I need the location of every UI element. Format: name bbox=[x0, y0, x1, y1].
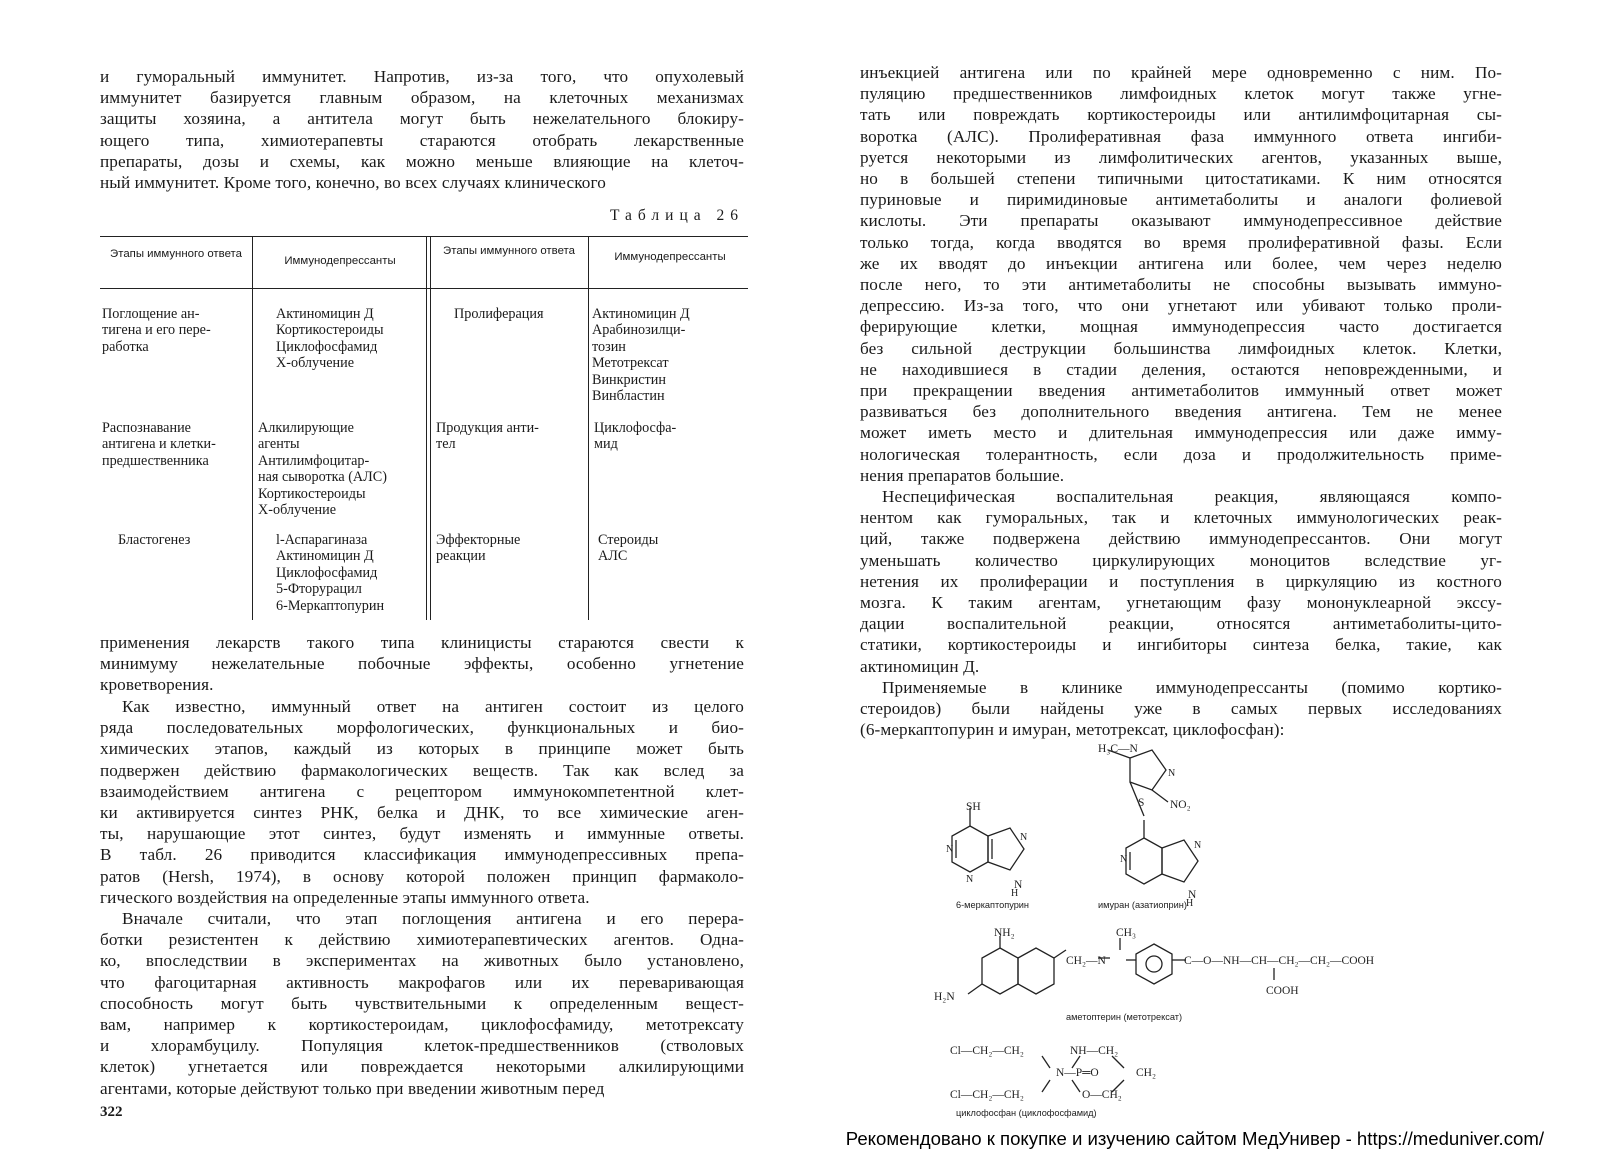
text-line: способность могут быть чувствительными к определенным вещест- bbox=[100, 993, 744, 1013]
table-cell-drugs bbox=[276, 532, 384, 614]
cell-line: агенты bbox=[258, 436, 300, 453]
table-cell-drugs bbox=[592, 306, 690, 404]
cell-line: Продукция анти- bbox=[436, 420, 539, 436]
cell-line: Циклофосфамид bbox=[276, 564, 378, 581]
cell-line: тигена и его пере- bbox=[102, 322, 211, 339]
text-line: химических этапов, каждый из которых в принципе может быть bbox=[100, 739, 744, 759]
svg-text:N: N bbox=[1120, 854, 1128, 865]
text-line: ки активируется синтез РНК, белка и ДНК, то все химические аген- bbox=[100, 803, 744, 823]
text-line: инъекцией антигена или по крайней мере одновременно с ним. По- bbox=[860, 63, 1502, 82]
footer-recommendation: Рекомендовано к покупке и изучению сайтом МедУнивер - https://meduniver.com/ bbox=[845, 1128, 1544, 1149]
left-para-3 bbox=[100, 696, 744, 908]
text-line: нентом как гуморальных, так и клеточных иммунологических реак- bbox=[860, 508, 1502, 528]
text-line: применения лекарств такого типа клиницисты стараются свести к bbox=[100, 633, 744, 652]
cell-line: предшественника bbox=[102, 452, 209, 469]
right-para-1 bbox=[860, 62, 1502, 486]
text-line: воротка (АЛС). Пролиферативная фаза иммунного ответа ингиби- bbox=[860, 126, 1502, 146]
text-line: взаимодействием антигена с рецептором иммунокомпетентной клет- bbox=[100, 781, 744, 801]
text-line: тать или повреждать кортикостероиды или антилимфоцитарная сы- bbox=[860, 105, 1502, 125]
text-line: гического воздействия на определенные этапы иммунного ответа. bbox=[100, 887, 590, 907]
text-line: но в большей степени типичными цитостатиками. К ним относятся bbox=[860, 169, 1502, 189]
svg-text:N: N bbox=[1188, 889, 1197, 901]
svg-text:NH—CH₂: NH—CH₂ bbox=[1070, 1045, 1119, 1057]
text-line: ботки резистентен к действию химиотерапевтических агентов. Одна- bbox=[100, 930, 744, 950]
cell-line: 6-Меркаптопурин bbox=[276, 597, 385, 614]
cell-line: Х-облучение bbox=[258, 502, 337, 519]
table-header: Этапы иммунного ответа bbox=[443, 245, 575, 257]
chemical-structures bbox=[930, 736, 1450, 1128]
svg-text:O—CH₂: O—CH₂ bbox=[1082, 1089, 1122, 1101]
immunosuppressant-table bbox=[100, 236, 748, 620]
cell-line: Алкилирующие bbox=[258, 420, 354, 436]
text-line: развиваться без дополнительного введения антигена. Тем не менее bbox=[860, 402, 1502, 422]
cell-line: тел bbox=[436, 436, 456, 453]
text-line: кроветворения. bbox=[100, 675, 214, 695]
cell-line: l-Аспарагиназа bbox=[276, 532, 368, 548]
cell-line: Распознавание bbox=[102, 420, 191, 436]
cell-line: тозин bbox=[592, 338, 626, 355]
table-cell-drugs bbox=[594, 420, 676, 453]
left-para-4 bbox=[100, 908, 744, 1099]
cell-line: Циклофосфамид bbox=[276, 338, 378, 355]
mercaptopurine-structure bbox=[952, 808, 1024, 872]
svg-text:S: S bbox=[1138, 797, 1145, 809]
cell-line: работка bbox=[102, 338, 149, 355]
text-line: и гуморальный иммунитет. Напротив, из-за того, что опухолевый bbox=[100, 67, 744, 86]
svg-text:N: N bbox=[1020, 832, 1028, 843]
text-line: мозга. К таким агентам, угнетающим фазу мононуклеарной экссу- bbox=[860, 593, 1502, 613]
text-line: статики, кортикостероиды и ингибиторы синтеза белка, такие, как bbox=[860, 635, 1502, 655]
table-cell-stage bbox=[118, 532, 190, 548]
cell-line: Кортикостероиды bbox=[276, 322, 384, 339]
cell-line: Антилимфоцитар- bbox=[258, 452, 370, 469]
svg-text:N: N bbox=[946, 844, 954, 855]
cell-line: Актиномицин Д bbox=[592, 306, 690, 322]
text-line: кислоты. Эти препараты оказывают иммунодепрессивное действие bbox=[860, 211, 1502, 231]
cell-line: Актиномицин Д bbox=[276, 306, 374, 322]
svg-text:N: N bbox=[966, 874, 974, 885]
text-line: стероидов) были найдены уже в самых первых исследованиях bbox=[860, 699, 1502, 719]
text-line: ющего типа, химиотерапевты стараются отобрать лекарственные bbox=[100, 130, 744, 150]
text-line: руется некоторыми из лимфолитических агентов, указанных выше, bbox=[860, 147, 1502, 167]
cell-line: Кортикостероиды bbox=[258, 485, 366, 502]
svg-text:CH₂—N: CH₂—N bbox=[1066, 955, 1106, 967]
text-line: депрессию. Из-за того, что они угнетают или убивают только проли- bbox=[860, 296, 1502, 316]
text-line: без сильной деструкции большинства лимфоидных клеток. Клетки, bbox=[860, 338, 1502, 358]
text-line: (6-меркаптопурин и имуран, метотрексат, циклофосфан): bbox=[860, 720, 1285, 740]
svg-text:H: H bbox=[1186, 898, 1194, 909]
svg-text:N: N bbox=[1194, 840, 1202, 851]
cell-line: Пролиферация bbox=[454, 306, 544, 322]
svg-text:N—P═O: N—P═O bbox=[1056, 1067, 1099, 1079]
text-line: клеток) угнетается или повреждается некоторыми алкилирующими bbox=[100, 1057, 744, 1077]
text-line: защиты хозяина, а антитела могут быть нежелательного блокиру- bbox=[100, 109, 744, 129]
page-number: 322 bbox=[100, 1104, 123, 1120]
text-line: Неспецифическая воспалительная реакция, являющаяся компо- bbox=[882, 487, 1502, 506]
text-line: минимуму нежелательные побочные эффекты, особенно угнетение bbox=[100, 654, 744, 674]
text-line: пуриновые и пиримидиновые антиметаболиты и аналоги фолиевой bbox=[860, 190, 1502, 210]
table-header: Иммунодепрессанты bbox=[614, 251, 726, 263]
table-caption: Таблица 26 bbox=[609, 207, 744, 224]
cell-line: мид bbox=[594, 436, 618, 453]
svg-text:CH₂: CH₂ bbox=[1136, 1067, 1156, 1079]
cell-line: Винбластин bbox=[592, 388, 665, 405]
cell-line: Метотрексат bbox=[592, 355, 669, 372]
cell-line: АЛС bbox=[598, 548, 628, 565]
right-para-2 bbox=[860, 486, 1502, 677]
text-line: может иметь место и длительная иммунодепрессия или даже иммy- bbox=[860, 423, 1502, 443]
text-line: иммунитет базируется главным образом, на клеточных механизмах bbox=[100, 88, 744, 108]
text-line: нологическая толерантность, если доза и продолжительность приме- bbox=[860, 444, 1502, 464]
left-para-2 bbox=[100, 632, 744, 696]
text-line: препараты, дозы и схемы, как можно меньше влияющие на клеточ- bbox=[100, 151, 744, 171]
cell-line: ная сыворотка (АЛС) bbox=[258, 469, 387, 486]
text-line: не находившиеся в стадии деления, остаются неповрежденными, и bbox=[860, 359, 1502, 379]
text-line: после него, то эти антиметаболиты не способны вызывать иммуно- bbox=[860, 275, 1502, 295]
text-line: и хлорамбуцилу. Популяция клеток-предшественников (стволовых bbox=[100, 1036, 744, 1056]
cell-line: Арабинозилци- bbox=[592, 322, 686, 339]
chem-label-methotrexate: аметоптерин (метотрексат) bbox=[1066, 1012, 1183, 1022]
svg-text:CH₃: CH₃ bbox=[1116, 927, 1136, 939]
chem-label-cyclophosphamide: циклофосфан (циклофосфамид) bbox=[956, 1108, 1097, 1118]
text-line: актиномицин Д. bbox=[860, 656, 980, 676]
svg-text:SH: SH bbox=[966, 801, 981, 813]
text-line: Вначале считали, что этап поглощения антигена и его перера- bbox=[122, 909, 744, 928]
text-line: при прекращении введения антиметаболитов иммунный ответ может bbox=[860, 381, 1502, 401]
cell-line: Стероиды bbox=[598, 532, 659, 548]
cell-line: Циклофосфа- bbox=[594, 420, 677, 436]
svg-text:N: N bbox=[1014, 879, 1023, 891]
cell-line: реакции bbox=[436, 548, 486, 565]
svg-text:NH₂: NH₂ bbox=[994, 927, 1015, 939]
text-line: ратов (Hersh, 1974), в основу которой положен принцип фармаколо- bbox=[100, 866, 744, 886]
text-line: ферирующие клетки, мощная иммунодепрессия часто достигается bbox=[860, 317, 1502, 337]
text-line: что фагоцитарная активность макрофагов или их переваривающая bbox=[100, 972, 744, 992]
text-line: Применяемые в клинике иммунодепрессанты (помимо кортико- bbox=[882, 678, 1502, 697]
cell-line: антигена и клетки- bbox=[102, 436, 216, 453]
text-line: нения препаратов большие. bbox=[860, 465, 1065, 485]
table-cell-stage bbox=[436, 420, 539, 453]
svg-text:NO₂: NO₂ bbox=[1170, 799, 1191, 811]
cell-line: Поглощение ан- bbox=[102, 306, 200, 322]
table-cell-stage bbox=[436, 532, 520, 565]
text-line: нетения их пролиферации и поступления в циркуляцию из костного bbox=[860, 571, 1502, 591]
table-cell-drugs bbox=[598, 532, 658, 565]
svg-text:H₃C—N: H₃C—N bbox=[1098, 743, 1138, 755]
cell-line: 5-Фторурацил bbox=[276, 581, 362, 598]
cell-line: Бластогенез bbox=[118, 532, 191, 548]
svg-text:H₂N: H₂N bbox=[934, 991, 955, 1003]
text-line: агентами, которые действуют только при введении животным перед bbox=[100, 1078, 605, 1098]
cell-line: Винкристин bbox=[592, 371, 666, 388]
svg-text:H: H bbox=[1011, 888, 1019, 899]
text-line: ный иммунитет. Кроме того, конечно, во всех случаях клинического bbox=[100, 173, 606, 193]
structural-formulas-figure bbox=[930, 736, 1450, 1128]
text-line: дации воспалительной реакции, относятся антиметаболиты-цито- bbox=[860, 614, 1502, 634]
table-cell-stage bbox=[102, 420, 216, 469]
table-header: Иммунодепрессанты bbox=[284, 255, 396, 267]
svg-text:C—O—NH—CH—CH₂—CH₂—COOH: C—O—NH—CH—CH₂—CH₂—COOH bbox=[1184, 955, 1375, 967]
right-para-3 bbox=[860, 677, 1502, 741]
left-para-1 bbox=[100, 66, 744, 193]
chem-label-imuran: имуран (азатиоприн) bbox=[1098, 900, 1187, 910]
text-line: ко, впоследствии в экспериментах на животных было установлено, bbox=[100, 951, 744, 971]
svg-text:N: N bbox=[1168, 768, 1176, 779]
table-cell-stage bbox=[454, 306, 544, 322]
text-line: В табл. 26 приводится классификация иммунодепрессивных препа- bbox=[100, 845, 744, 865]
svg-text:Cl—CH₂—CH₂: Cl—CH₂—CH₂ bbox=[950, 1089, 1024, 1101]
text-line: ряда последовательных морфологических, функциональных и био- bbox=[100, 718, 744, 738]
text-line: Как известно, иммунный ответ на антиген состоит из целого bbox=[122, 697, 744, 716]
text-line: ты, нарушающие этот синтез, будут изменять и иммунные ответы. bbox=[100, 824, 744, 844]
chem-label-mercaptopurine: 6-меркаптопурин bbox=[956, 900, 1030, 910]
cell-line: Х-облучение bbox=[276, 355, 355, 372]
svg-text:Cl—CH₂—CH₂: Cl—CH₂—CH₂ bbox=[950, 1045, 1024, 1057]
text-line: подвержен действию фармакологических веществ. Так как вслед за bbox=[100, 760, 744, 780]
table-cell-drugs bbox=[258, 420, 387, 518]
text-line: только тогда, когда вводятся во время пролиферативной фазы. Если bbox=[860, 232, 1502, 252]
text-line: вам, например к кортикостероидам, циклофосфамиду, метотрексату bbox=[100, 1015, 744, 1035]
text-line: же их вводят до инъекции антигена или более, чем через неделю bbox=[860, 253, 1502, 273]
cell-line: Актиномицин Д bbox=[276, 548, 374, 565]
table-header: Этапы иммунного ответа bbox=[110, 248, 242, 260]
table-cell-drugs bbox=[276, 306, 384, 372]
text-line: уменьшать количество циркулирующих моноцитов вследствие уг- bbox=[860, 550, 1502, 570]
cell-line: Эффекторные bbox=[436, 532, 521, 548]
text-line: ций, также подвержена действию иммунодепрессантов. Они могут bbox=[860, 529, 1502, 549]
svg-text:COOH: COOH bbox=[1266, 985, 1299, 997]
text-line: пуляцию предшественников лимфоидных клеток могут также угне- bbox=[860, 84, 1502, 104]
table-cell-stage bbox=[102, 306, 250, 355]
